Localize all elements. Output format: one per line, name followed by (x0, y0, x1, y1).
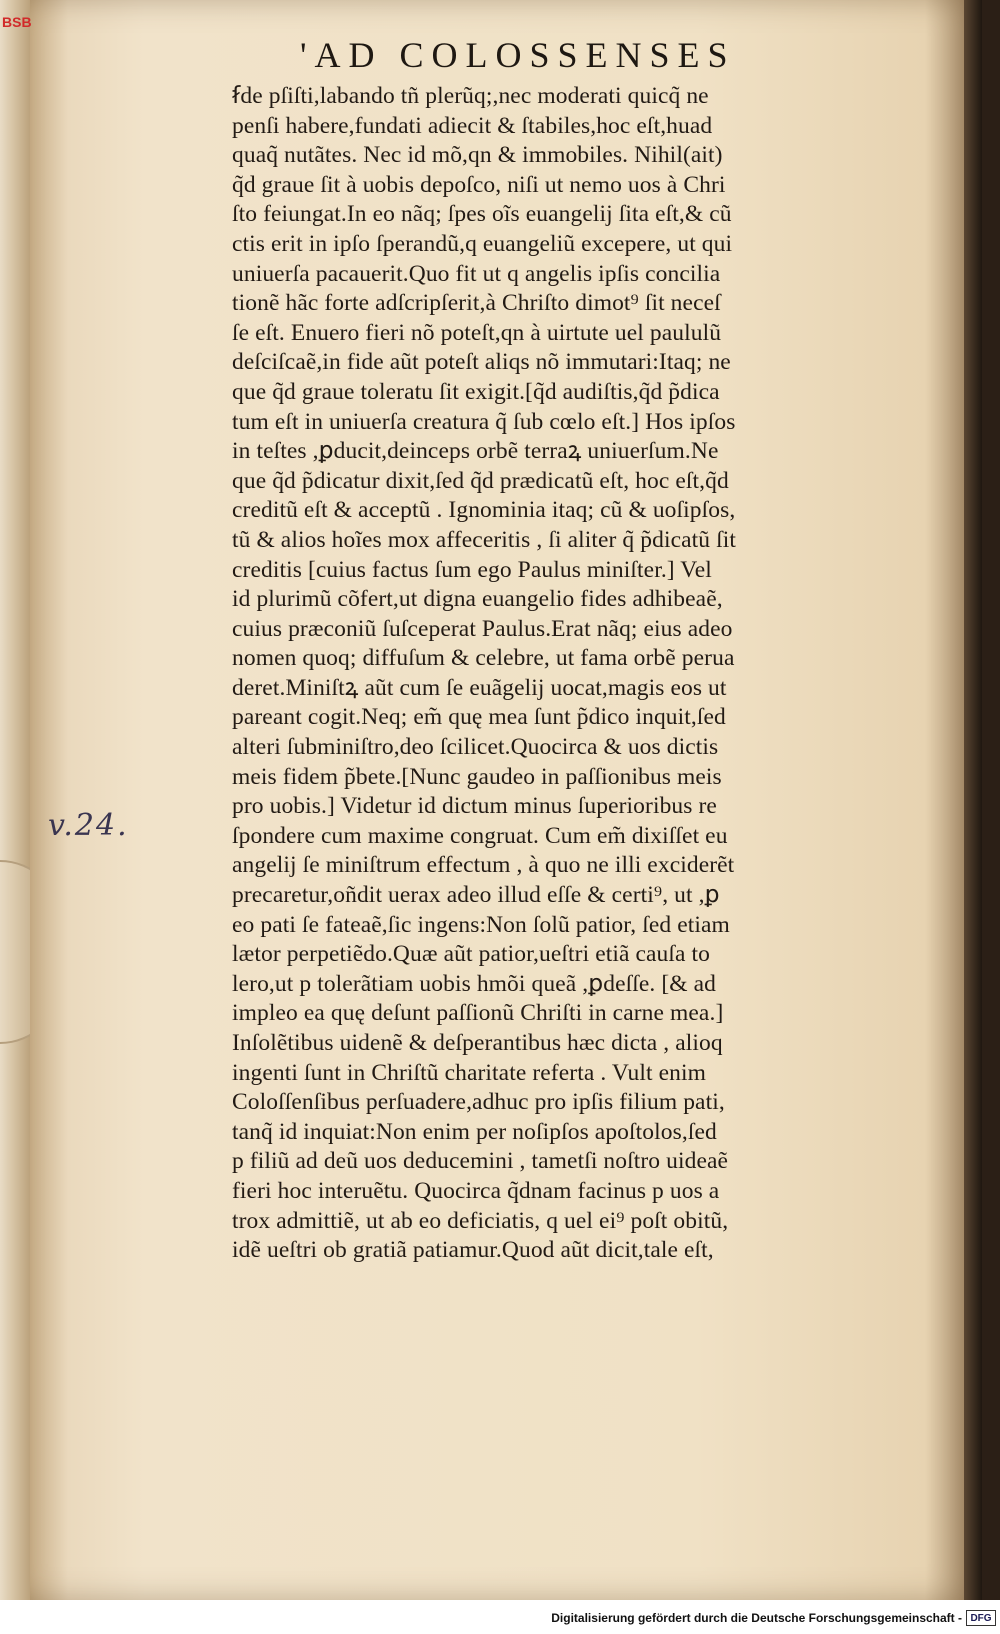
text-line: tionẽ hãc forte adſcripſerit,à Chriſto dimot⁹ ſit neceſ (232, 290, 721, 317)
text-line: ingenti ſunt in Chriſtũ charitate referta . Vult enim (232, 1059, 706, 1086)
text-line: tanq̃ id inquiat:Non enim per noſipſos apoſtolos,ſed (232, 1118, 717, 1145)
text-line: angelij ſe miniſtrum effectum , à quo ne illi exciderẽt (232, 852, 735, 879)
text-line: lætor perpetiẽdo.Quæ aũt patior,ueſtri etiã cauſa to (232, 941, 711, 968)
text-line: ſpondere cum maxime congruat. Cum em̃ dixiſſet eu (232, 822, 728, 849)
text-line: penſi habere,fundati adiecit & ſtabiles,hoc eſt,huad (232, 112, 713, 139)
text-line: eo pati ſe fateaẽ,ſic ingens:Non ſolũ patior, ſed etiam (232, 911, 730, 938)
text-line: fieri hoc interuẽtu. Quocirca q̃dnam facinus p uos a (232, 1177, 720, 1204)
text-line: que q̃d graue toleratu ſit exigit.[q̃d audiſtis,q̃d p̃dica (232, 378, 720, 405)
text-line: id plurimũ cõfert,ut digna euangelio fides adhibeaẽ, (232, 586, 723, 613)
text-line: pro uobis.] Videtur id dictum minus ſuperioribus re (232, 793, 717, 820)
text-line: q̃d graue ſit à uobis depoſco, niſi ut nemo uos à Chri (232, 171, 726, 198)
text-line: ſe eſt. Enuero fieri nõ poteſt,qn à uirtute uel paululũ (232, 319, 722, 346)
text-line: Inſolẽtibus uidenẽ & deſperantibus hæc dicta , alioq (232, 1030, 723, 1056)
dfg-logo: DFG (966, 1610, 996, 1626)
text-line: uniuerſa pacauerit.Quo fit ut q angelis ipſis concilia (232, 260, 721, 287)
margin-note: v.24. (48, 808, 129, 843)
running-head: 'AD COLOSSENSES (300, 35, 736, 75)
text-line: pareant cogit.Neq; em̃ quę mea ſunt p̃dico inquit,ſed (232, 704, 726, 731)
text-line: lero,ut p tolerãtiam uobis hmõi queã ,ꝑdeſſe. [& ad (232, 970, 717, 997)
text-line: ſto feiungat.In eo nãq; ſpes oĩs euangelij ſita eſt,& cũ (232, 201, 732, 228)
text-line: nomen quoq; diffuſum & celebre, ut fama orbẽ perua (232, 645, 735, 672)
bsb-watermark: BSB (2, 14, 32, 30)
text-line: trox admittiẽ, ut ab eo deficiatis, q uel ei⁹ poſt obitũ, (232, 1207, 729, 1234)
text-line: Coloſſenſibus perſuadere,adhuc pro ipſis filium pati, (232, 1089, 725, 1116)
text-line: impleo ea quę deſunt paſſionũ Chriſti in carne mea.] (232, 1000, 724, 1027)
text-line: quaq̃ nutãtes. Nec id mõ,qn & immobiles. Nihil(ait) (232, 142, 723, 169)
text-line: creditis [cuius factus ſum ego Paulus miniſter.] Vel (232, 556, 712, 583)
text-line: meis fidem p̃bete.[Nunc gaudeo in paſſionibus meis (232, 763, 722, 790)
page-edge-shadow (964, 0, 982, 1600)
text-line: que q̃d p̃dicatur dixit,ſed q̃d prædicatũ eſt, hoc eſt,q̃d (232, 467, 729, 494)
text-line: p filiũ ad deũ uos deducemini , tametſi noſtro uideaẽ (232, 1148, 729, 1175)
text-line: alteri ſubminiſtro,deo ſcilicet.Quocirca & uos dictis (232, 734, 719, 761)
text-line: ẜde pſiſti,labando tñ plerũq;,nec moderati quicq̃ ne (232, 83, 709, 109)
text-line: creditũ eſt & acceptũ . Ignominia itaq; cũ & uoſipſos, (232, 497, 736, 524)
text-line: cuius præconiũ ſuſceperat Paulus.Erat nãq; eius adeo (232, 615, 733, 642)
book-gutter (0, 0, 30, 1600)
text-line: in teſtes ,ꝑducit,deinceps orbẽ terraꝝ uniuerſum.Ne (232, 438, 719, 465)
text-line: precaretur,oñdit uerax adeo illud eſſe & certi⁹, ut ,ꝑ (232, 882, 720, 909)
text-line: deſciſcaẽ,in fide aũt poteſt aliqs nõ immutari:Itaq; ne (232, 349, 731, 376)
body-text (232, 82, 932, 1266)
text-line: ctis erit in ipſo ſperandũ,q euangeliũ excepere, ut qui (232, 230, 733, 257)
text-line: deret.Miniſtꝝ aũt cum ſe euãgelij uocat,magis eos ut (232, 674, 727, 701)
text-line: idẽ ueſtri ob gratiã patiamur.Quod aũt dicit,tale eſt, (232, 1237, 714, 1264)
text-line: tũ & alios hoĩes mox affeceritis , ſi aliter q̃ p̃dicatũ ſit (232, 526, 736, 553)
text-line: tum eſt in uniuerſa creatura q̃ ſub cœlo eſt.] Hos ipſos (232, 408, 736, 435)
footer-bar (0, 1600, 1000, 1634)
footer-credit: Digitalisierung gefördert durch die Deutsche Forschungsgemeinschaft - (551, 1611, 962, 1625)
